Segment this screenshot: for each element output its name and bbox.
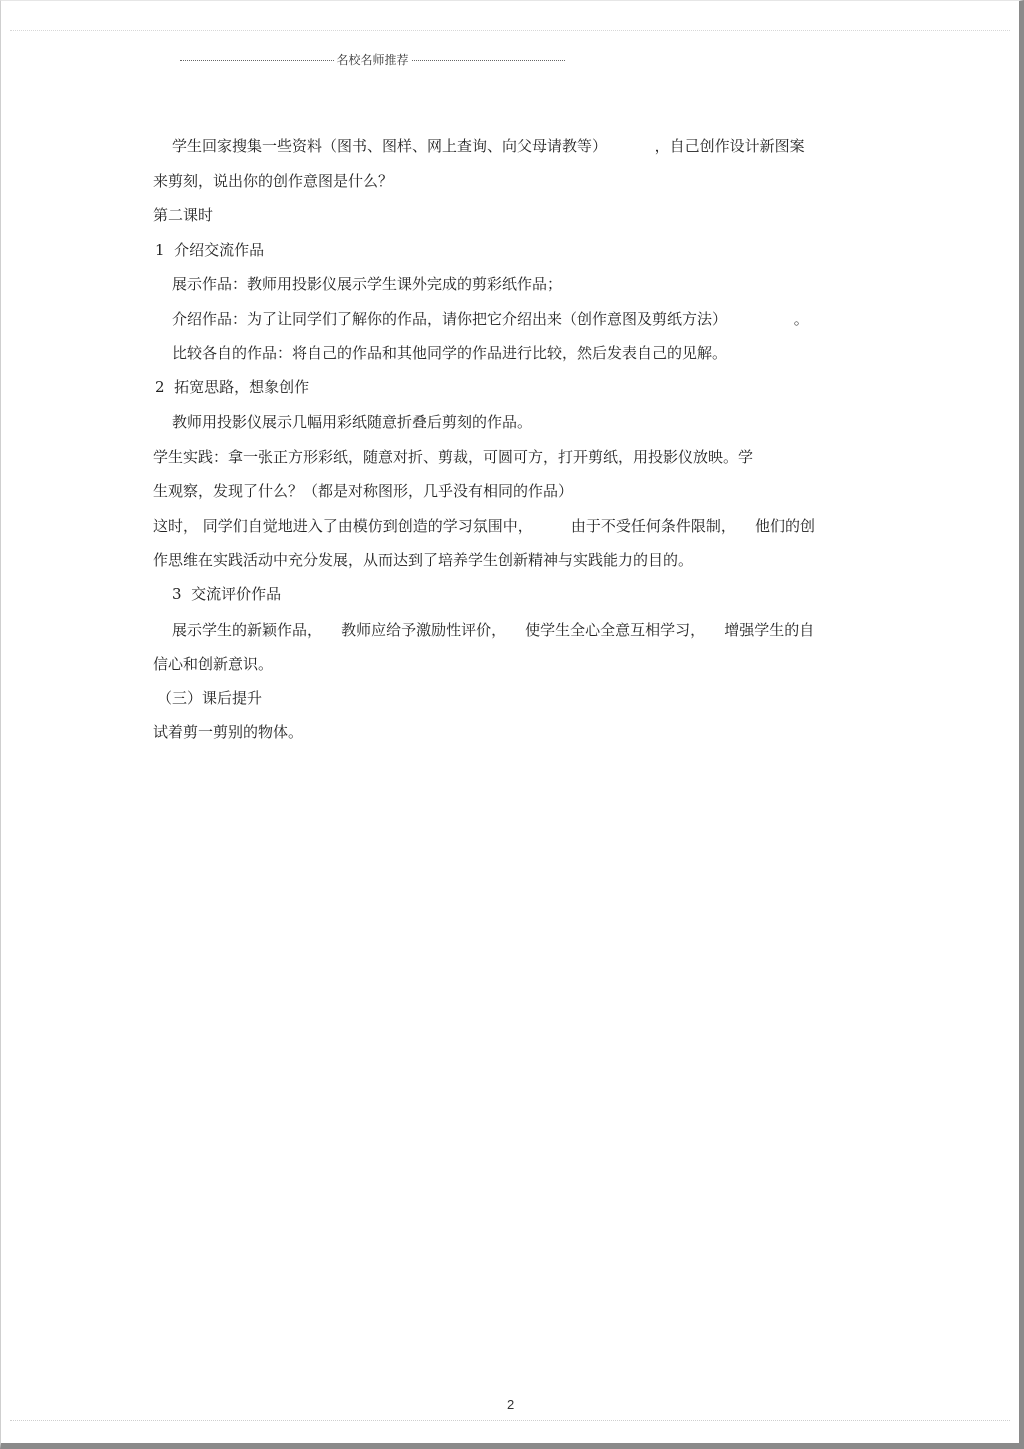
paragraph-line: 试着剪一剪别的物体。 <box>153 723 304 741</box>
paragraph-line: 学生实践：拿一张正方形彩纸，随意对折、剪裁，可圆可方，打开剪纸，用投影仪放映。学 <box>153 448 754 466</box>
header-title: 名校名师推荐 <box>336 52 409 67</box>
subsection-heading: 2 拓宽思路，想象创作 <box>155 378 310 396</box>
paragraph-line: 信心和创新意识。 <box>153 655 274 673</box>
page-number: 2 <box>507 1397 515 1412</box>
scan-artifact-bottom <box>10 1420 1010 1421</box>
subsection-heading: 3 交流评价作品 <box>172 585 282 603</box>
paragraph-line: 介绍作品：为了让同学们了解你的作品，请你把它介绍出来（创作意图及剪纸方法） 。 <box>172 310 809 328</box>
header-dots-right <box>412 60 566 61</box>
scan-artifact-top <box>10 30 1010 31</box>
paragraph-line: 比较各自的作品：将自己的作品和其他同学的作品进行比较，然后发表自己的见解。 <box>172 344 728 362</box>
section-heading: 第二课时 <box>153 206 214 224</box>
section-heading: （三）课后提升 <box>157 689 263 707</box>
paragraph-line: 展示学生的新颖作品， 教师应给予激励性评价， 使学生全心全意互相学习， 增强学生的自 <box>172 621 815 639</box>
paragraph-line: 教师用投影仪展示几幅用彩纸随意折叠后剪刻的作品。 <box>172 413 533 431</box>
header-dots-left <box>180 60 334 61</box>
paragraph-line: 学生回家搜集一些资料（图书、图样、网上查询、向父母请教等） ，自己创作设计新图案 <box>172 137 805 155</box>
paragraph-line: 生观察，发现了什么？（都是对称图形，几乎没有相同的作品） <box>153 482 574 500</box>
paragraph-line: 展示作品：教师用投影仪展示学生课外完成的剪彩纸作品； <box>172 275 563 293</box>
paragraph-line: 来剪刻，说出你的创作意图是什么？ <box>153 172 394 190</box>
subsection-heading: 1 介绍交流作品 <box>155 241 265 259</box>
page-header <box>180 50 565 68</box>
paragraph-line: 这时， 同学们自觉地进入了由模仿到创造的学习氛围中， 由于不受任何条件限制， 他们的创 <box>153 517 815 535</box>
paragraph-line: 作思维在实践活动中充分发展，从而达到了培养学生创新精神与实践能力的目的。 <box>153 551 694 569</box>
